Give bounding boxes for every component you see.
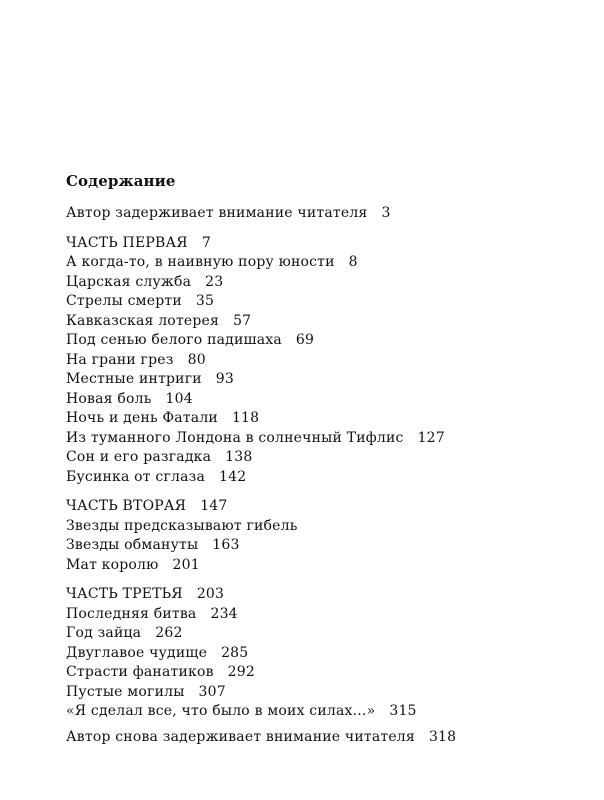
toc-entry-part-three <box>66 585 586 605</box>
toc-entry <box>66 517 586 537</box>
entry-page: 262 <box>155 625 183 641</box>
toc-entry <box>66 556 586 576</box>
entry-page: 315 <box>389 703 417 719</box>
toc-entry <box>66 605 586 625</box>
entry-page: 203 <box>196 586 225 602</box>
toc-entry <box>66 468 586 488</box>
entry-title: Царская служба <box>66 273 192 290</box>
entry-page: 93 <box>215 371 234 387</box>
entry-title: Автор снова задерживает внимание читателя <box>66 728 415 745</box>
toc-entry-part-two <box>66 497 586 517</box>
entry-page: 234 <box>210 605 238 622</box>
entry-title: Кавказская лотерея <box>66 312 220 329</box>
entry-page: 142 <box>219 468 247 485</box>
entry-page: 201 <box>172 556 200 573</box>
entry-title: ЧАСТЬ ВТОРАЯ <box>66 498 187 514</box>
entry-title: Звезды предсказывают гибель <box>66 517 298 534</box>
entry-page: 57 <box>233 312 252 329</box>
entry-title: Мат королю <box>66 556 159 573</box>
toc-heading: Содержание <box>66 172 176 190</box>
toc-entry <box>66 331 586 351</box>
entry-title: Звезды обмануты <box>66 537 199 553</box>
entry-title: Ночь и день Фатали <box>66 410 218 426</box>
entry-title: Год зайца <box>66 625 142 641</box>
entry-title: Стрелы смерти <box>66 293 182 309</box>
entry-title: ЧАСТЬ ПЕРВАЯ <box>66 234 188 251</box>
toc-entry <box>66 273 586 293</box>
entry-title: Автор задерживает внимание читателя <box>66 205 368 221</box>
toc-entry <box>66 448 586 468</box>
entry-page: 104 <box>165 390 193 407</box>
entry-page: 307 <box>198 683 226 700</box>
toc-entry-author-intro <box>66 204 586 224</box>
entry-page: 23 <box>205 273 224 290</box>
toc-entry <box>66 663 586 683</box>
entry-title: Двуглавое чудище <box>66 644 208 661</box>
entry-page: 8 <box>348 254 358 270</box>
toc-entry <box>66 370 586 390</box>
entry-page: 138 <box>225 449 253 465</box>
entry-title: Местные интриги <box>66 371 202 387</box>
entry-title: На грани грез <box>66 351 174 368</box>
toc-entry-author-outro <box>66 728 586 748</box>
toc-entry <box>66 409 586 429</box>
toc-entry <box>66 351 586 371</box>
entry-page: 69 <box>295 332 315 348</box>
entry-title: Новая боль <box>66 390 152 407</box>
entry-title: ЧАСТЬ ТРЕТЬЯ <box>66 586 183 602</box>
entry-page: 7 <box>201 234 211 251</box>
entry-page: 163 <box>212 537 240 553</box>
toc-entry <box>66 312 586 332</box>
entry-page: 118 <box>231 410 260 426</box>
toc-entry <box>66 429 586 449</box>
toc-entry <box>66 644 586 664</box>
toc-entry <box>66 624 586 644</box>
entry-page: 147 <box>200 498 228 514</box>
entry-page: 80 <box>187 351 206 368</box>
toc-entry <box>66 253 586 273</box>
toc-entry <box>66 536 586 556</box>
table-of-contents <box>66 204 586 747</box>
entry-title: Бусинка от сглаза <box>66 468 205 485</box>
entry-title: Страсти фанатиков <box>66 664 214 680</box>
entry-title: Из туманного Лондона в солнечный Тифлис <box>66 429 404 446</box>
entry-page: 3 <box>381 205 391 221</box>
toc-entry <box>66 390 586 410</box>
entry-title: Пустые могилы <box>66 683 185 700</box>
toc-entry <box>66 292 586 312</box>
entry-title: Сон и его разгадка <box>66 449 212 465</box>
entry-title: «Я сделал все, что было в моих силах...» <box>66 703 376 719</box>
entry-page: 285 <box>221 644 249 661</box>
entry-page: 292 <box>227 664 255 680</box>
toc-entry <box>66 683 586 703</box>
toc-entry-part-one <box>66 234 586 254</box>
entry-title: Под сенью белого падишаха <box>66 332 282 348</box>
entry-title: А когда-то, в наивную пору юности <box>66 254 335 270</box>
entry-page: 127 <box>417 429 445 446</box>
entry-page: 318 <box>428 728 457 745</box>
entry-page: 35 <box>195 293 215 309</box>
entry-title: Последняя битва <box>66 605 197 622</box>
toc-entry <box>66 702 586 722</box>
